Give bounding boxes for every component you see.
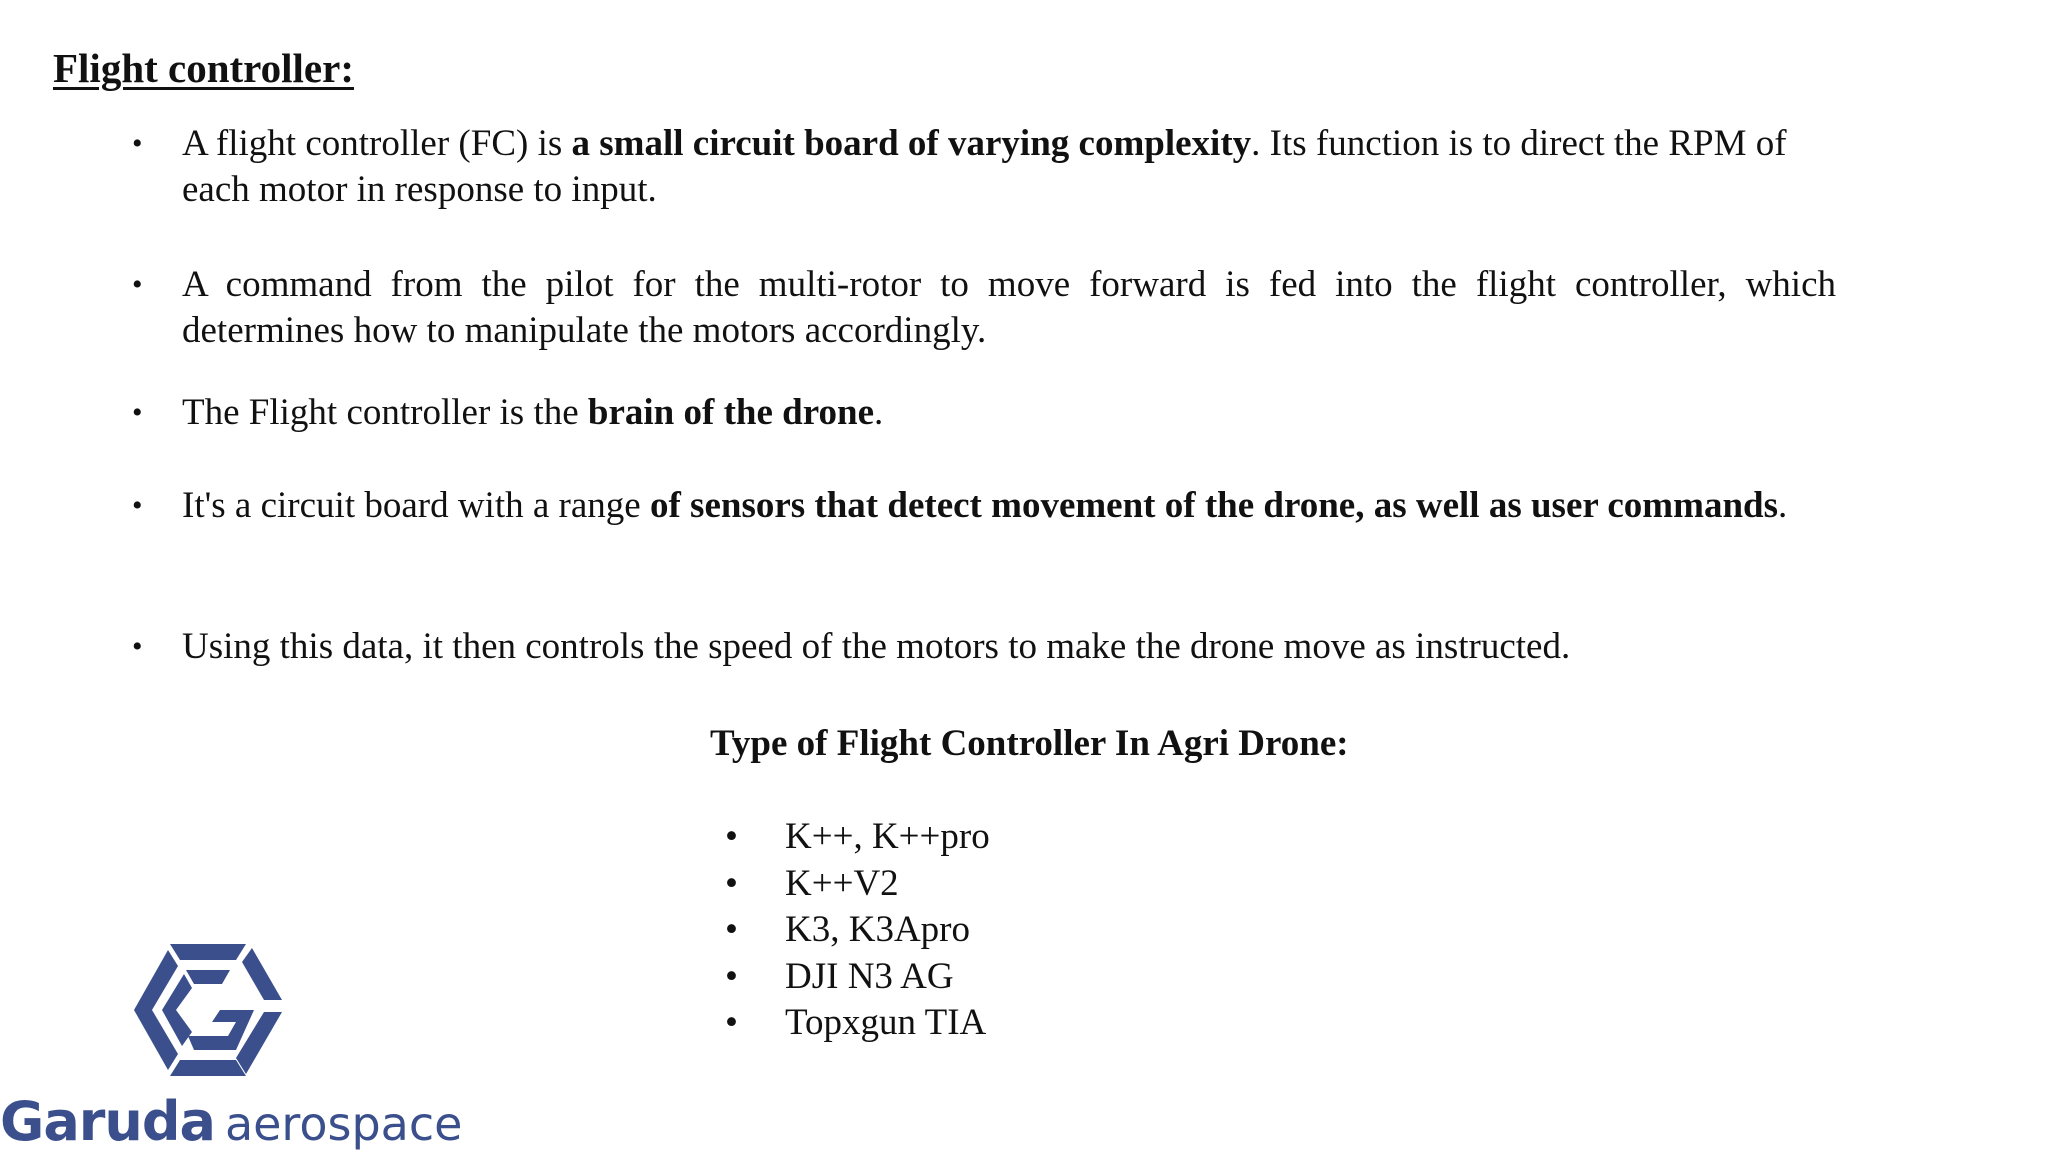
bullet-dot: •: [132, 396, 143, 429]
types-heading: Type of Flight Controller In Agri Drone:: [710, 723, 1349, 764]
bullet-text: A command from the pilot for the multi-rotor to move forward is fed into the flight controller, which determines how to manipulate the motors accordingly.: [182, 264, 1836, 351]
bullet-dot: •: [132, 489, 143, 522]
garuda-hexagon-g-logo-icon: [132, 940, 284, 1080]
bullet-dot: •: [132, 127, 143, 160]
list-item: [725, 907, 990, 954]
bullet-bold-text: of sensors that detect movement of the drone, as well as user commands: [649, 485, 1778, 526]
bullet-dot: •: [132, 630, 143, 663]
bullet-dot: •: [725, 816, 738, 857]
bullet-text: Using this data, it then controls the speed of the motors to make the drone move as instructed.: [182, 626, 1571, 667]
bullet-motor-speed: [132, 624, 1836, 670]
bullet-text: . Its function is to direct the RPM of each motor in response to input.: [182, 123, 1787, 210]
bullet-dot: •: [725, 1002, 738, 1043]
fc-types-list: [725, 814, 990, 1047]
bullet-text: It's a circuit board with a range: [182, 485, 650, 526]
bullet-dot: •: [725, 909, 738, 950]
bullet-sensors: [132, 483, 1836, 529]
list-item: [725, 814, 990, 861]
bullet-pilot-command: [132, 262, 1836, 354]
page-title: Flight controller:: [53, 45, 354, 91]
bullet-text: .: [1778, 485, 1788, 526]
bullet-text: .: [874, 392, 884, 433]
list-item: [725, 954, 990, 1001]
logo-wordmark: [0, 1090, 462, 1153]
logo-brand: Garuda: [0, 1090, 215, 1153]
bullet-fc-definition: [132, 121, 1836, 213]
logo-sub: aerospace: [224, 1097, 463, 1151]
bullet-dot: •: [725, 955, 738, 997]
bullet-dot: •: [725, 862, 738, 904]
list-item-text: Topxgun TIA: [785, 1002, 987, 1043]
bullet-dot: •: [132, 268, 143, 301]
list-item: [725, 1000, 990, 1047]
bullet-brain: [132, 390, 1836, 436]
bullet-bold-text: a small circuit board of varying complexity: [571, 123, 1252, 164]
list-item-text: K++V2: [785, 862, 899, 904]
list-item: [725, 861, 990, 908]
bullet-text: The Flight controller is the: [182, 392, 588, 433]
bullet-text: A flight controller (FC) is: [182, 123, 572, 164]
list-item-text: DJI N3 AG: [785, 955, 954, 997]
bullet-bold-text: brain of the drone: [587, 392, 874, 433]
list-item-text: K++, K++pro: [785, 816, 990, 857]
garuda-aerospace-logo: [0, 940, 463, 1153]
list-item-text: K3, K3Apro: [785, 909, 970, 950]
